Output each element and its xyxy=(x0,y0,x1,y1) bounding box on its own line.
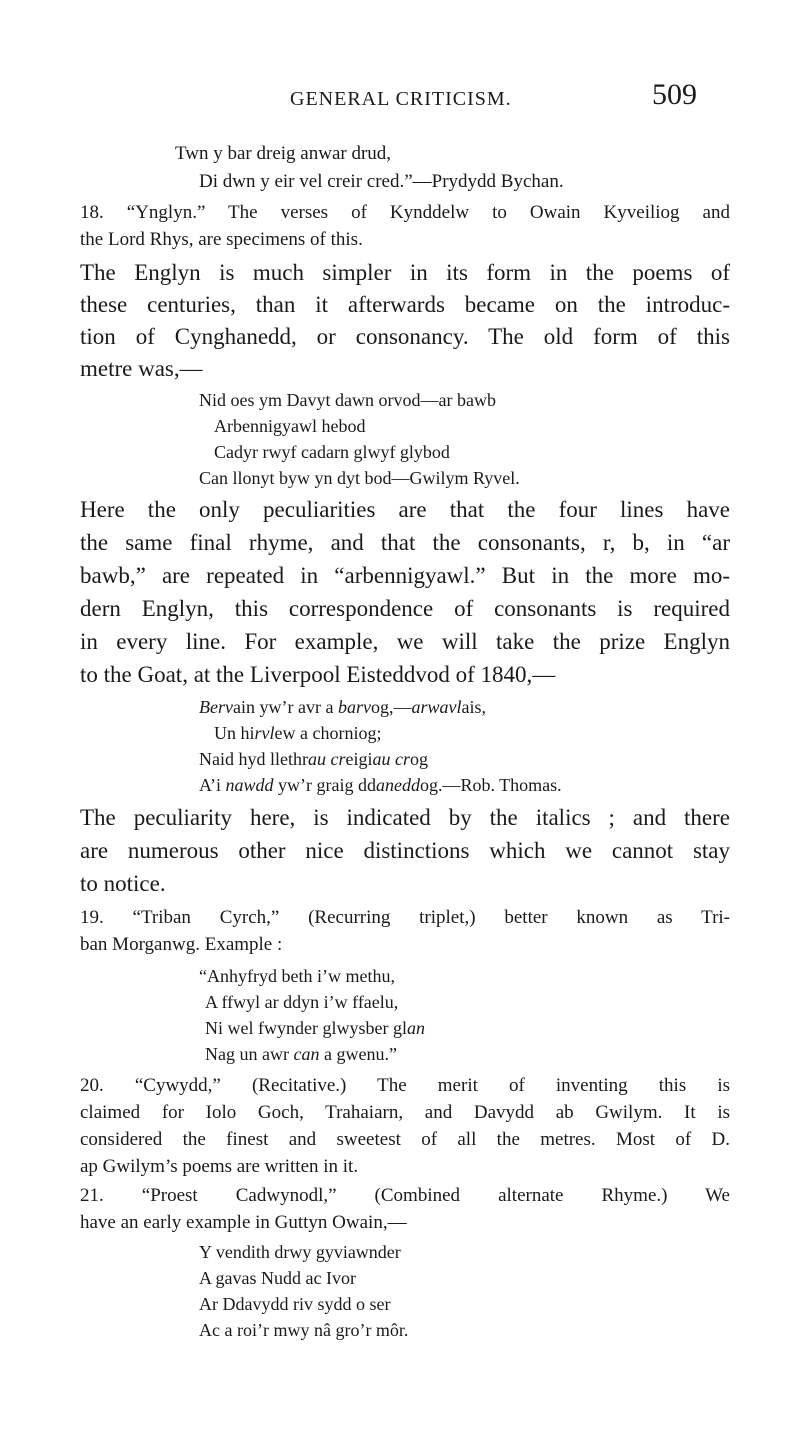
paragraph-line: the Lord Rhys, are specimens of this. xyxy=(80,229,363,250)
paragraph-line: are numerous other nice distinctions which we cannot stay xyxy=(80,838,730,863)
page-header xyxy=(0,78,800,118)
running-head: GENERAL CRITICISM. xyxy=(290,88,512,110)
verse-line: “Anhyfryd beth i’w methu, xyxy=(199,966,395,986)
paragraph-line: The Englyn is much simpler in its form in the poems of xyxy=(80,260,730,285)
page-number: 509 xyxy=(652,78,697,111)
paragraph-line: The peculiarity here, is indicated by the italics ; and there xyxy=(80,805,730,830)
paragraph-line: Here the only peculiarities are that the four lines have xyxy=(80,497,730,522)
verse-line: Nag un awr can a gwenu.” xyxy=(205,1044,397,1064)
paragraph-line: 18. “Ynglyn.” The verses of Kynddelw to Owain Kyveiliog and xyxy=(80,202,730,223)
paragraph-line: considered the finest and sweetest of all the metres. Most of D. xyxy=(80,1129,730,1150)
quote-line: Di dwn y eir vel creir cred.”—Prydydd Bychan. xyxy=(199,171,564,192)
paragraph-line: to the Goat, at the Liverpool Eisteddvod of 1840,— xyxy=(80,662,556,687)
verse-line: Nid oes ym Davyt dawn orvod—ar bawb xyxy=(199,390,496,410)
verse-line: Y vendith drwy gyviawnder xyxy=(199,1242,401,1262)
verse-line: A’i nawdd yw’r graig ddaneddog.—Rob. Thomas. xyxy=(199,775,562,795)
paragraph-line: the same final rhyme, and that the consonants, r, b, in “ar xyxy=(80,530,730,555)
paragraph-line: tion of Cynghanedd, or consonancy. The old form of this xyxy=(80,324,730,349)
paragraph-line: in every line. For example, we will take the prize Englyn xyxy=(80,629,730,654)
paragraph-line: metre was,— xyxy=(80,356,203,381)
verse-line: Ar Ddavydd riv sydd o ser xyxy=(199,1294,391,1314)
paragraph-line: dern Englyn, this correspondence of consonants is required xyxy=(80,596,730,621)
verse-line: Un hirvlew a chorniog; xyxy=(214,723,382,743)
paragraph-line: 21. “Proest Cadwynodl,” (Combined alternate Rhyme.) We xyxy=(80,1185,730,1206)
paragraph-line: these centuries, than it afterwards became on the introduc- xyxy=(80,292,730,317)
verse-line: Ni wel fwynder glwysber glan xyxy=(205,1018,425,1038)
verse-line: Bervain yw’r avr a barvog,—arwavlais, xyxy=(199,697,486,717)
paragraph-line: 20. “Cywydd,” (Recitative.) The merit of inventing this is xyxy=(80,1075,730,1096)
quote-line: Twn y bar dreig anwar drud, xyxy=(175,143,392,164)
verse-line: Ac a roi’r mwy nâ gro’r môr. xyxy=(199,1320,409,1340)
paragraph-line: ap Gwilym’s poems are written in it. xyxy=(80,1156,359,1177)
verse-line: Naid hyd llethrau creigiau crog xyxy=(199,749,428,769)
verse-line: A gavas Nudd ac Ivor xyxy=(199,1268,356,1288)
verse-line: Cadyr rwyf cadarn glwyf glybod xyxy=(214,442,450,462)
paragraph-line: bawb,” are repeated in “arbennigyawl.” But in the more mo- xyxy=(80,563,730,588)
paragraph-line: ban Morganwg. Example : xyxy=(80,934,283,955)
verse-line: Can llonyt byw yn dyt bod—Gwilym Ryvel. xyxy=(199,468,520,488)
verse-line: A ffwyl ar ddyn i’w ffaelu, xyxy=(205,992,399,1012)
verse-line: Arbennigyawl hebod xyxy=(214,416,366,436)
paragraph-line: to notice. xyxy=(80,871,166,896)
paragraph-line: 19. “Triban Cyrch,” (Recurring triplet,) better known as Tri- xyxy=(80,907,730,928)
paragraph-line: have an early example in Guttyn Owain,— xyxy=(80,1212,407,1233)
paragraph-line: claimed for Iolo Goch, Trahaiarn, and Davydd ab Gwilym. It is xyxy=(80,1102,730,1123)
